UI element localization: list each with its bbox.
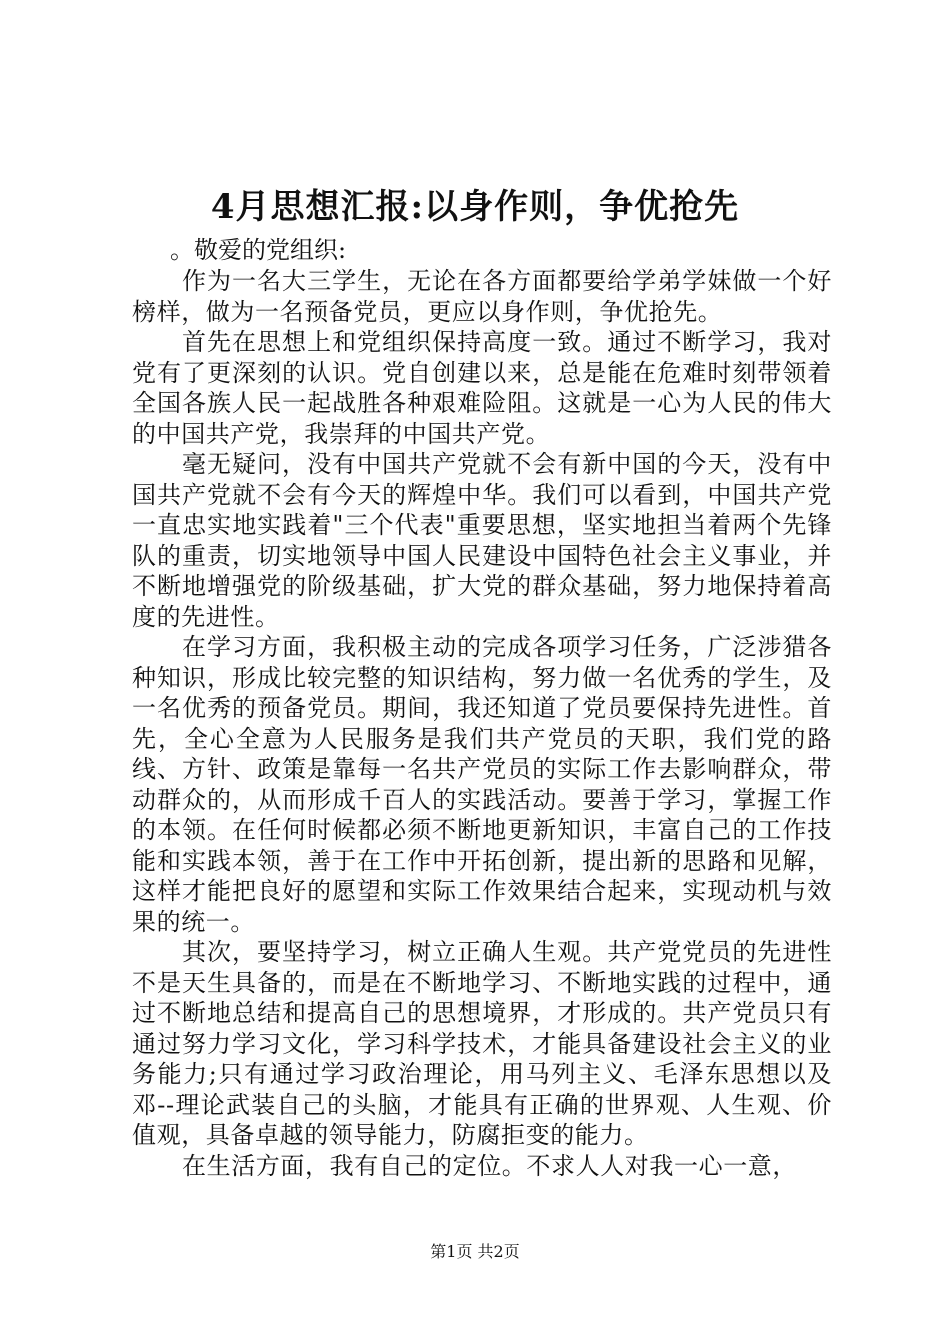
paragraph: 首先在思想上和党组织保持高度一致。通过不断学习，我对党有了更深刻的认识。党自创建以来，总是能在危难时刻带领着全国各族人民一起战胜各种艰难险阻。这就是一心为人民的伟大的中国共产党，我崇拜的中国共产党。 (132, 328, 832, 448)
document-body (132, 234, 832, 1181)
paragraph: 其次，要坚持学习，树立正确人生观。共产党党员的先进性不是天生具备的，而是在不断地学习、不断地实践的过程中，通过不断地总结和提高自己的思想境界，才形成的。共产党员只有通过努力学习文化，学习科学技术，才能具备建设社会主义的业务能力;只有通过学习政治理论，用马列主义、毛泽东思想以及邓--理论武装自己的头脑，才能具有正确的世界观、人生观、价值观，具备卓越的领导能力，防腐拒变的能力。 (132, 938, 832, 1149)
salutation: 。敬爱的党组织: (170, 236, 347, 264)
page-number-footer: 第1页 共2页 (430, 1242, 520, 1261)
paragraph: 毫无疑问，没有中国共产党就不会有新中国的今天，没有中国共产党就不会有今天的辉煌中华。我们可以看到，中国共产党一直忠实地实践着"三个代表"重要思想，坚实地担当着两个先锋队的重责，切实地领导中国人民建设中国特色社会主义事业，并不断地增强党的阶级基础，扩大党的群众基础，努力地保持着高度的先进性。 (132, 450, 832, 631)
paragraph: 作为一名大三学生，无论在各方面都要给学弟学妹做一个好榜样，做为一名预备党员，更应以身作则，争优抢先。 (132, 267, 832, 326)
paragraph: 在生活方面，我有自己的定位。不求人人对我一心一意， (182, 1151, 797, 1180)
paragraph: 在学习方面，我积极主动的完成各项学习任务，广泛涉猎各种知识，形成比较完整的知识结构，努力做一名优秀的学生，及一名优秀的预备党员。期间，我还知道了党员要保持先进性。首先，全心全意为人民服务是我们共产党员的天职，我们党的路线、方针、政策是靠每一名共产党员的实际工作去影响群众，带动群众的，从而形成千百人的实践活动。要善于学习，掌握工作的本领。在任何时候都必须不断地更新知识，丰富自己的工作技能和实践本领，善于在工作中开拓创新，提出新的思路和见解，这样才能把良好的愿望和实际工作效果结合起来，实现动机与效果的统一。 (132, 633, 832, 936)
document-title: 4月思想汇报:以身作则，争优抢先 (210, 187, 740, 227)
